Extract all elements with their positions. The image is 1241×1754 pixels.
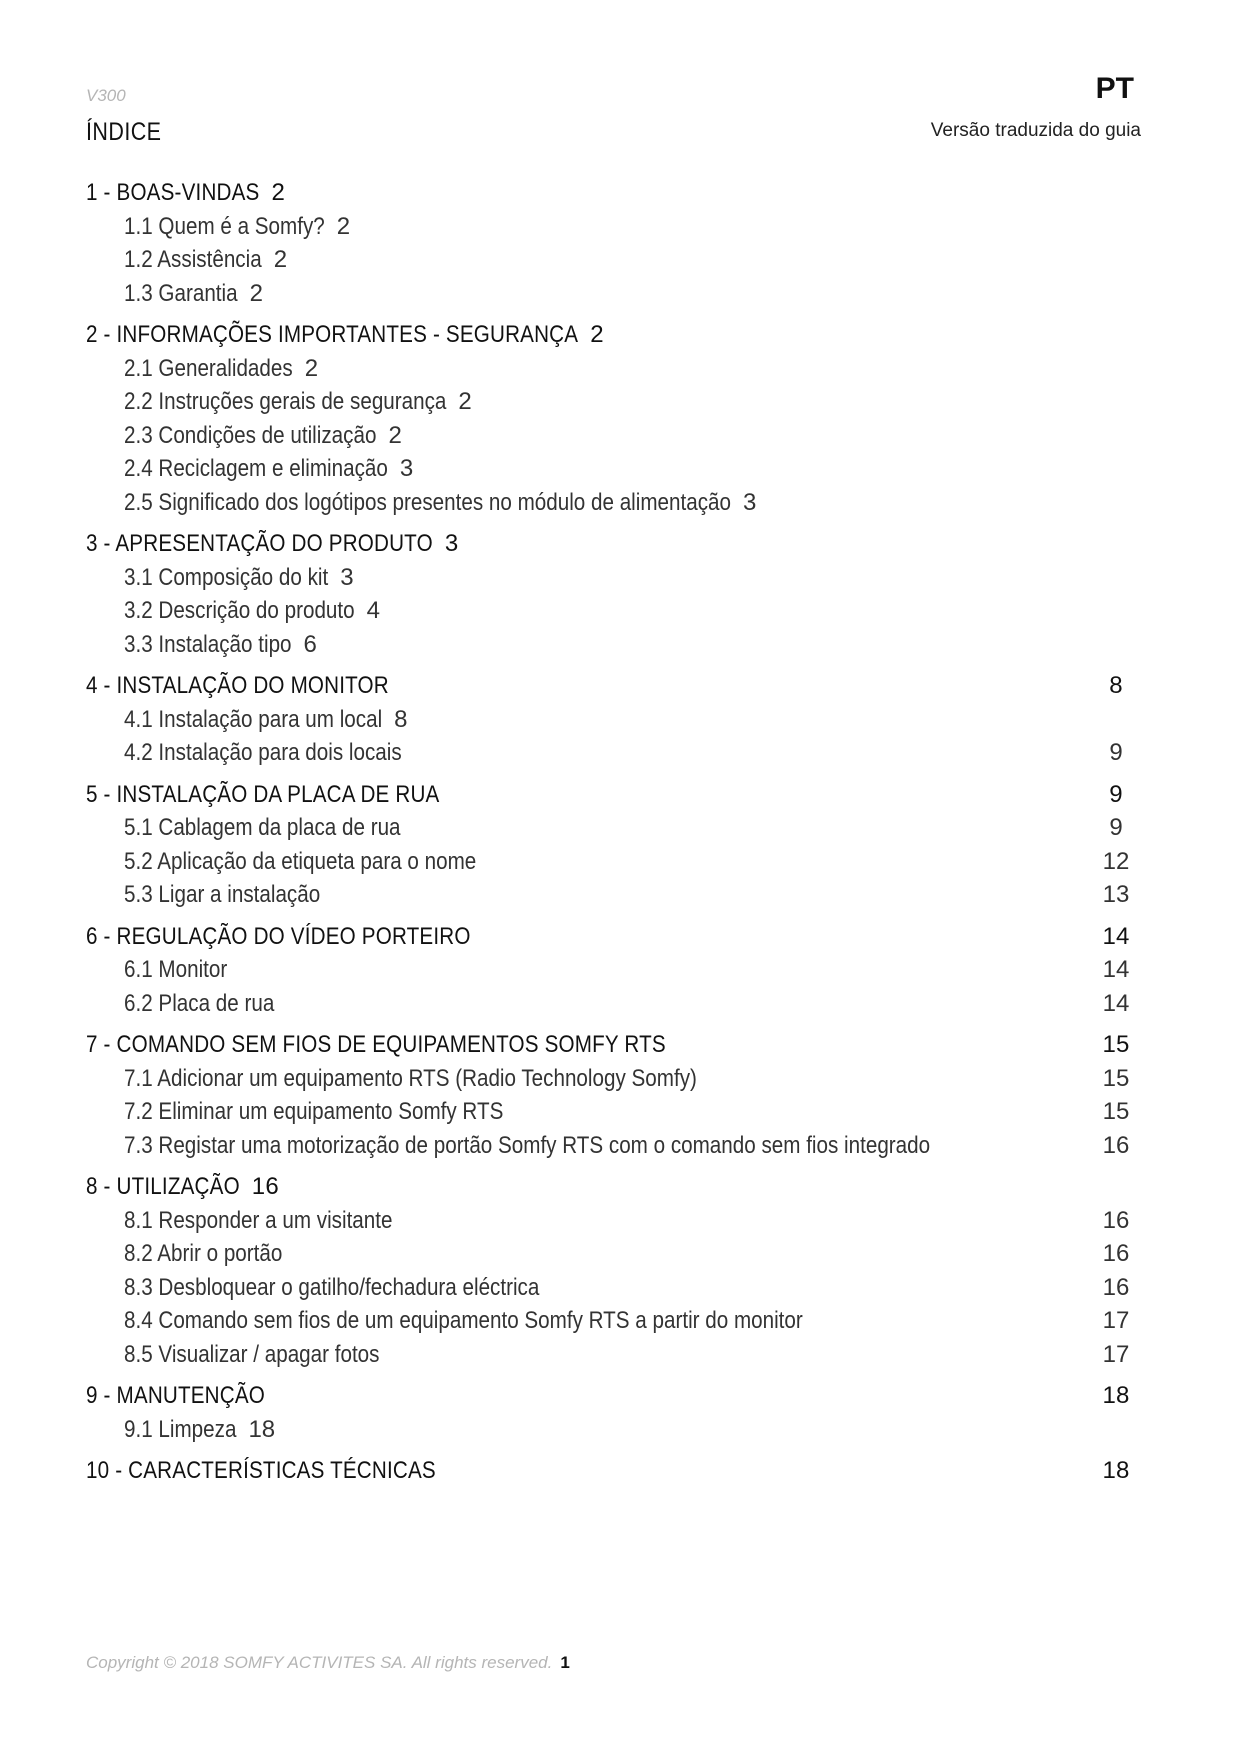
toc-title: 6.2 Placa de rua [124, 989, 275, 1017]
toc-title: 8.3 Desbloquear o gatilho/fechadura eléctrica [124, 1273, 540, 1301]
toc-page-number: 9 [1109, 739, 1123, 766]
toc-page-number: 3 [743, 488, 757, 516]
toc-subsection[interactable] [86, 210, 1146, 244]
toc-title: 2.1 Generalidades [124, 354, 293, 382]
toc-title: 2.3 Condições de utilização [124, 421, 377, 449]
toc-subsection[interactable] [86, 1062, 1146, 1096]
toc-page-number: 14 [1102, 956, 1130, 983]
toc-title: 4.1 Instalação para um local [124, 705, 383, 733]
toc-subsection[interactable] [86, 845, 1146, 879]
toc-page-number: 16 [1102, 1240, 1130, 1267]
toc-section[interactable] [86, 920, 1146, 954]
toc-title: 2.5 Significado dos logótipos presentes no módulo de alimentação [124, 488, 731, 516]
toc-title: 8 - UTILIZAÇÃO [86, 1173, 240, 1200]
toc-subsection[interactable] [86, 878, 1146, 912]
toc-page-number: 8 [1109, 672, 1123, 699]
toc-page-number: 18 [248, 1415, 276, 1443]
toc-title: 1.3 Garantia [124, 279, 238, 307]
toc-title: 5.3 Ligar a instalação [124, 881, 321, 908]
toc-page-number: 4 [366, 597, 380, 624]
toc-page-number: 18 [1102, 1382, 1130, 1409]
toc-section[interactable] [86, 1170, 1146, 1204]
footer [86, 1653, 570, 1673]
toc-title: 5.2 Aplicação da etiqueta para o nome [124, 847, 477, 875]
toc-subsection[interactable] [86, 703, 1146, 737]
toc-title: 8.1 Responder a um visitante [124, 1206, 393, 1234]
page-number: 1 [560, 1653, 570, 1672]
toc-subsection[interactable] [86, 1304, 1146, 1338]
toc-title: 8.2 Abrir o portão [124, 1240, 283, 1267]
toc-subsection[interactable] [86, 811, 1146, 845]
copyright-text: Copyright © 2018 SOMFY ACTIVITES SA. All rights reserved. [86, 1653, 553, 1672]
toc-title: 8.5 Visualizar / apagar fotos [124, 1340, 380, 1368]
toc-page-number: 17 [1102, 1307, 1130, 1334]
toc-subsection[interactable] [86, 419, 1146, 453]
toc-page-number: 15 [1102, 1064, 1130, 1092]
toc-subsection[interactable] [86, 1095, 1146, 1129]
toc-title: 7.2 Eliminar um equipamento Somfy RTS [124, 1098, 504, 1125]
toc-section[interactable] [86, 778, 1146, 812]
toc-title: 4 - INSTALAÇÃO DO MONITOR [86, 672, 389, 699]
toc-subsection[interactable] [86, 736, 1146, 770]
toc-page-number: 3 [444, 530, 459, 557]
toc-page-number: 2 [388, 421, 402, 449]
toc-title: 10 - CARACTERÍSTICAS TÉCNICAS [86, 1457, 436, 1484]
toc-section[interactable] [86, 176, 1146, 210]
toc-subsection[interactable] [86, 385, 1146, 419]
toc-page-number: 16 [251, 1173, 279, 1200]
language-code: PT [1095, 72, 1134, 105]
toc-page-number: 3 [340, 563, 354, 591]
toc-title: 3.3 Instalação tipo [124, 630, 292, 658]
toc-subsection[interactable] [86, 277, 1146, 311]
toc-title: 1 - BOAS-VINDAS [86, 179, 260, 206]
toc-title: 1.2 Assistência [124, 246, 262, 273]
toc-title: 9.1 Limpeza [124, 1415, 237, 1443]
toc-page-number: 16 [1102, 1273, 1130, 1301]
toc-page-number: 16 [1102, 1206, 1130, 1234]
toc-title: 3 - APRESENTAÇÃO DO PRODUTO [86, 530, 433, 557]
toc-title: 6 - REGULAÇÃO DO VÍDEO PORTEIRO [86, 922, 471, 950]
toc-page-number: 2 [273, 246, 288, 273]
toc-subsection[interactable] [86, 561, 1146, 595]
toc-page-number: 8 [394, 705, 408, 733]
toc-page-number: 12 [1102, 847, 1130, 875]
toc-page-number: 9 [1109, 814, 1123, 841]
toc-page-number: 2 [304, 354, 319, 382]
toc-subsection[interactable] [86, 1129, 1146, 1163]
toc-title: 7.1 Adicionar um equipamento RTS (Radio Technology Somfy) [124, 1064, 697, 1092]
toc-title: 7.3 Registar uma motorização de portão Somfy RTS com o comando sem fios integrado [124, 1131, 931, 1159]
toc-section[interactable] [86, 1379, 1146, 1413]
toc-title: 3.2 Descrição do produto [124, 597, 355, 624]
toc-subsection[interactable] [86, 486, 1146, 520]
toc-section[interactable] [86, 1454, 1146, 1488]
toc-title: 4.2 Instalação para dois locais [124, 739, 402, 766]
toc-subsection[interactable] [86, 594, 1146, 628]
toc-title: 8.4 Comando sem fios de um equipamento Somfy RTS a partir do monitor [124, 1307, 803, 1334]
toc-page-number: 2 [590, 321, 604, 348]
table-of-contents [86, 176, 1146, 1488]
toc-subsection[interactable] [86, 1271, 1146, 1305]
toc-subsection[interactable] [86, 243, 1146, 277]
toc-title: 9 - MANUTENÇÃO [86, 1382, 266, 1409]
toc-subsection[interactable] [86, 1237, 1146, 1271]
toc-subsection[interactable] [86, 1204, 1146, 1238]
toc-page-number: 2 [249, 279, 263, 307]
toc-page-number: 17 [1102, 1340, 1130, 1368]
toc-section[interactable] [86, 527, 1146, 561]
toc-page-number: 15 [1102, 1098, 1130, 1125]
toc-subsection[interactable] [86, 1413, 1146, 1447]
toc-subsection[interactable] [86, 352, 1146, 386]
toc-subsection[interactable] [86, 452, 1146, 486]
toc-subsection[interactable] [86, 1338, 1146, 1372]
toc-page-number: 2 [336, 212, 351, 240]
toc-page-number: 2 [271, 179, 286, 206]
toc-title: 7 - COMANDO SEM FIOS DE EQUIPAMENTOS SOMFY RTS [86, 1031, 666, 1058]
toc-title: 6.1 Monitor [124, 956, 228, 983]
toc-page-number: 18 [1102, 1457, 1130, 1484]
toc-page-number: 3 [399, 455, 414, 482]
model-label: V300 [86, 86, 126, 105]
toc-page-number: 14 [1102, 989, 1130, 1017]
toc-subsection[interactable] [86, 953, 1146, 987]
toc-page-number: 14 [1102, 922, 1130, 950]
toc-page-number: 6 [303, 630, 317, 658]
toc-page-number: 16 [1102, 1131, 1130, 1159]
toc-subsection[interactable] [86, 628, 1146, 662]
toc-section[interactable] [86, 318, 1146, 352]
subtitle: Versão traduzida do guia [930, 120, 1141, 141]
toc-title: 2.2 Instruções gerais de segurança [124, 388, 447, 415]
toc-page-number: 9 [1109, 780, 1123, 808]
toc-page-number: 2 [458, 388, 472, 415]
toc-subsection[interactable] [86, 987, 1146, 1021]
toc-title: 2.4 Reciclagem e eliminação [124, 455, 388, 482]
page-title: ÍNDICE [86, 118, 162, 146]
toc-title: 1.1 Quem é a Somfy? [124, 212, 325, 240]
toc-title: 5.1 Cablagem da placa de rua [124, 814, 401, 841]
toc-title: 5 - INSTALAÇÃO DA PLACA DE RUA [86, 780, 440, 808]
toc-page-number: 13 [1102, 881, 1130, 908]
toc-title: 3.1 Composição do kit [124, 563, 329, 591]
toc-section[interactable] [86, 669, 1146, 703]
toc-title: 2 - INFORMAÇÕES IMPORTANTES - SEGURANÇA [86, 321, 579, 348]
toc-section[interactable] [86, 1028, 1146, 1062]
toc-page-number: 15 [1102, 1031, 1130, 1058]
